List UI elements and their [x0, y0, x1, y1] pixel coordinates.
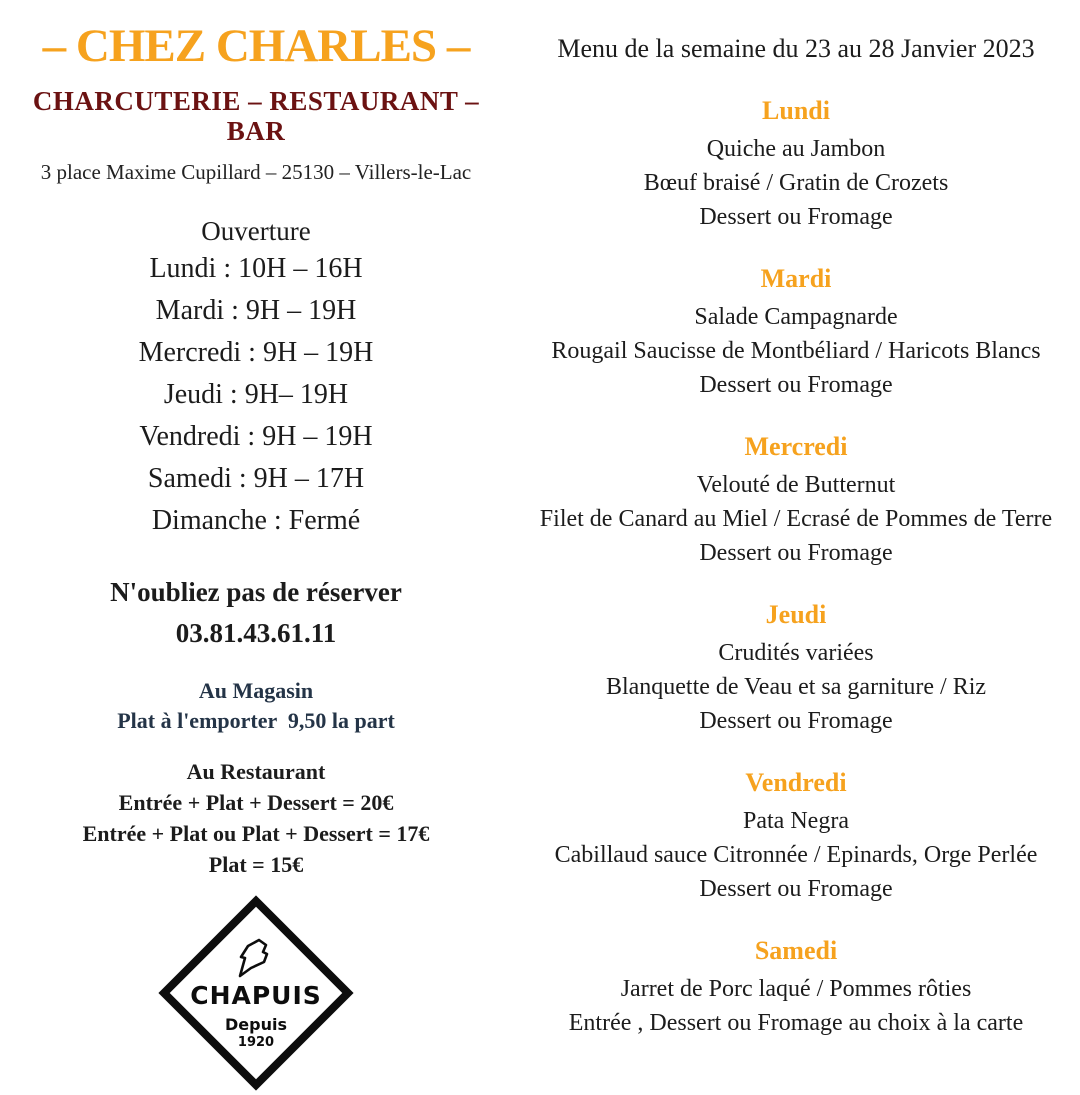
menu-item: Entrée , Dessert ou Fromage au choix à la carte — [568, 1010, 1024, 1036]
day-name: Mardi — [760, 264, 832, 293]
day-name: Samedi — [754, 936, 838, 965]
menu-item: Cabillaud sauce Citronnée / Epinards, Orge Perlée — [554, 842, 1038, 868]
menu-day-mardi — [512, 262, 1080, 402]
menu-item: Jarret de Porc laqué / Pommes rôties — [620, 976, 972, 1002]
day-name: Lundi — [762, 96, 830, 125]
menu-item: Rougail Saucisse de Montbéliard / Haricots Blancs — [551, 338, 1041, 364]
menu-day-jeudi — [512, 598, 1080, 738]
hours-line-jeudi: Jeudi : 9H– 19H — [163, 379, 349, 410]
day-name: Vendredi — [745, 768, 847, 797]
hours-line-dimanche: Dimanche : Fermé — [151, 505, 361, 536]
brand-subtitle: CHARCUTERIE – RESTAURANT – BAR — [32, 86, 480, 146]
hours-line-lundi: Lundi : 10H – 16H — [149, 253, 363, 284]
restaurant-pricing-block — [0, 756, 512, 880]
menu-item: Pata Negra — [743, 808, 849, 834]
weekly-menu-title: Menu de la semaine du 23 au 28 Janvier 2023 — [557, 34, 1035, 63]
menu-day-vendredi — [512, 766, 1080, 906]
hours-list — [0, 248, 512, 542]
hours-title: Ouverture — [201, 216, 311, 246]
logo-name: CHAPUIS — [190, 980, 322, 1010]
menu-item: Dessert ou Fromage — [699, 204, 893, 230]
reservation-phone: 03.81.43.61.11 — [175, 618, 337, 648]
magasin-takeaway-price: Plat à l'emporter 9,50 la part — [117, 708, 395, 733]
chapuis-logo — [0, 890, 512, 1095]
restaurant-price-partial: Entrée + Plat ou Plat + Dessert = 17€ — [82, 821, 430, 846]
menu-day-samedi — [512, 934, 1080, 1040]
restaurant-price-plat: Plat = 15€ — [208, 852, 304, 877]
brand-title: – CHEZ CHARLES – — [42, 20, 470, 72]
restaurant-title: Au Restaurant — [186, 759, 326, 784]
menu-item: Bœuf braisé / Gratin de Crozets — [643, 170, 949, 196]
day-name: Mercredi — [744, 432, 848, 461]
menu-item: Dessert ou Fromage — [699, 708, 893, 734]
menu-item: Quiche au Jambon — [706, 136, 886, 162]
menu-item: Velouté de Butternut — [696, 472, 896, 498]
logo-depuis: Depuis — [225, 1014, 287, 1034]
magasin-title: Au Magasin — [198, 678, 314, 703]
menu-item: Dessert ou Fromage — [699, 372, 893, 398]
left-column — [0, 0, 512, 1095]
restaurant-price-full: Entrée + Plat + Dessert = 20€ — [118, 790, 394, 815]
reservation-text: N'oubliez pas de réserver — [110, 577, 402, 607]
menu-item: Salade Campagnarde — [694, 304, 898, 330]
brand-address: 3 place Maxime Cupillard – 25130 – Villers-le-Lac — [40, 160, 472, 184]
day-name: Jeudi — [765, 600, 827, 629]
hours-line-mercredi: Mercredi : 9H – 19H — [138, 337, 374, 368]
menu-item: Crudités variées — [718, 640, 874, 666]
logo-year: 1920 — [237, 1034, 275, 1050]
menu-day-mercredi — [512, 430, 1080, 570]
menu-item: Dessert ou Fromage — [699, 540, 893, 566]
right-column — [512, 0, 1080, 1040]
logo-emblem-icon — [232, 936, 280, 980]
hours-line-vendredi: Vendredi : 9H – 19H — [139, 421, 373, 452]
hours-line-mardi: Mardi : 9H – 19H — [155, 295, 357, 326]
menu-item: Filet de Canard au Miel / Ecrasé de Pommes de Terre — [539, 506, 1053, 532]
magasin-block — [0, 676, 512, 736]
menu-item: Blanquette de Veau et sa garniture / Riz — [605, 674, 987, 700]
menu-item: Dessert ou Fromage — [699, 876, 893, 902]
menu-day-lundi — [512, 94, 1080, 234]
reservation-block — [0, 572, 512, 654]
hours-line-samedi: Samedi : 9H – 17H — [147, 463, 365, 494]
logo-content — [0, 890, 512, 1095]
